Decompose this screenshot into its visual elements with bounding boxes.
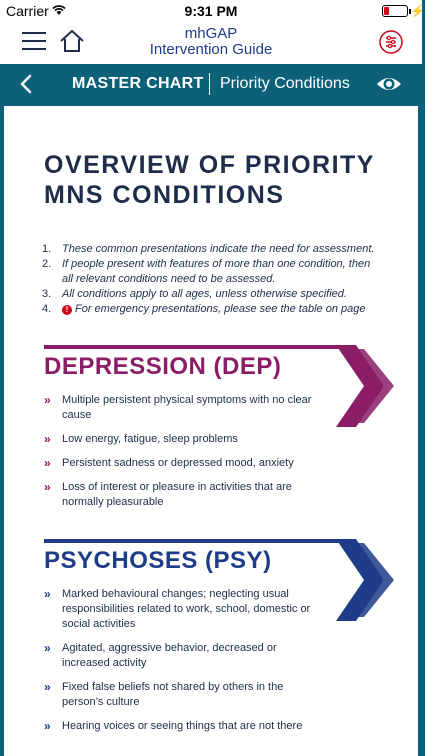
list-item-text: Marked behavioural changes; neglecting usual responsibilities related to work, school, domestic or social activities [62,588,311,630]
list-item [44,480,314,510]
bullet-chevron-icon: » [44,456,51,470]
content-page [4,106,418,756]
nav-bar [0,64,422,104]
nav-subtitle: Priority Conditions [220,75,350,92]
app-title-line2: Intervention Guide [149,41,273,58]
chevron-right-icon [334,345,398,427]
note-number: 4. [42,303,52,315]
note-text: All conditions apply to all ages, unless otherwise specified. [62,288,347,300]
symptom-list [44,393,314,519]
list-item [44,456,314,471]
note-text: If people present with features of more than one condition, then all relevant conditions need to be assessed. [62,258,371,285]
settings-icon[interactable] [378,29,404,55]
note-number: 2. [42,258,52,270]
app-title-line1: mhGAP [184,25,238,42]
list-item-text: Hearing voices or seeing things that are not there [62,720,303,732]
list-item [44,432,314,447]
list-item-text: Persistent sadness or depressed mood, anxiety [62,457,294,469]
back-icon[interactable] [16,73,36,95]
list-item-text: Multiple persistent physical symptoms with no clear cause [62,394,312,421]
bullet-chevron-icon: » [44,587,51,601]
note-number: 1. [42,243,52,255]
list-item-text: Agitated, aggressive behavior, decreased or increased activity [62,642,277,669]
eye-icon[interactable] [376,73,402,95]
page-title [44,150,384,210]
page-title-line1: OVERVIEW OF PRIORITY [44,151,375,179]
page-title-line2: MNS CONDITIONS [44,181,285,209]
note-item [42,287,382,302]
section-title: DEPRESSION (DEP) [44,353,282,380]
clock: 9:31 PM [184,3,238,19]
note-item [42,257,382,287]
list-item [44,680,314,710]
note-text: For emergency presentations, please see the table on page [75,303,366,315]
chevron-right-icon [334,539,398,621]
section-depression[interactable] [4,345,418,508]
note-number: 3. [42,288,52,300]
bullet-chevron-icon: » [44,480,51,494]
list-item-text: Fixed false beliefs not shared by others in the person’s culture [62,681,284,708]
charging-icon: ⚡ [410,4,425,18]
section-psychoses[interactable] [4,539,418,739]
list-item-text: Low energy, fatigue, sleep problems [62,433,238,445]
battery-icon [382,5,408,17]
carrier-label: Carrier [6,3,49,19]
notes-list [42,242,382,317]
status-bar [0,0,425,22]
nav-title: MASTER CHART [72,75,204,92]
list-item [44,719,314,734]
note-item [42,242,382,257]
section-bar [44,539,344,543]
bullet-chevron-icon: » [44,641,51,655]
menu-icon[interactable] [22,30,46,52]
note-text: These common presentations indicate the need for assessment. [62,243,375,255]
home-icon[interactable] [58,28,86,54]
note-item [42,302,382,317]
app-header [0,22,422,64]
list-item [44,587,314,632]
symptom-list [44,587,314,743]
bullet-chevron-icon: » [44,393,51,407]
emergency-warning-icon: ! [62,305,72,315]
section-title: PSYCHOSES (PSY) [44,547,272,574]
section-bar [44,345,344,349]
bullet-chevron-icon: » [44,680,51,694]
nav-divider [209,73,210,95]
bullet-chevron-icon: » [44,432,51,446]
list-item [44,393,314,423]
bullet-chevron-icon: » [44,719,51,733]
list-item [44,641,314,671]
app-title [100,26,322,58]
list-item-text: Loss of interest or pleasure in activities that are normally pleasurable [62,481,292,508]
